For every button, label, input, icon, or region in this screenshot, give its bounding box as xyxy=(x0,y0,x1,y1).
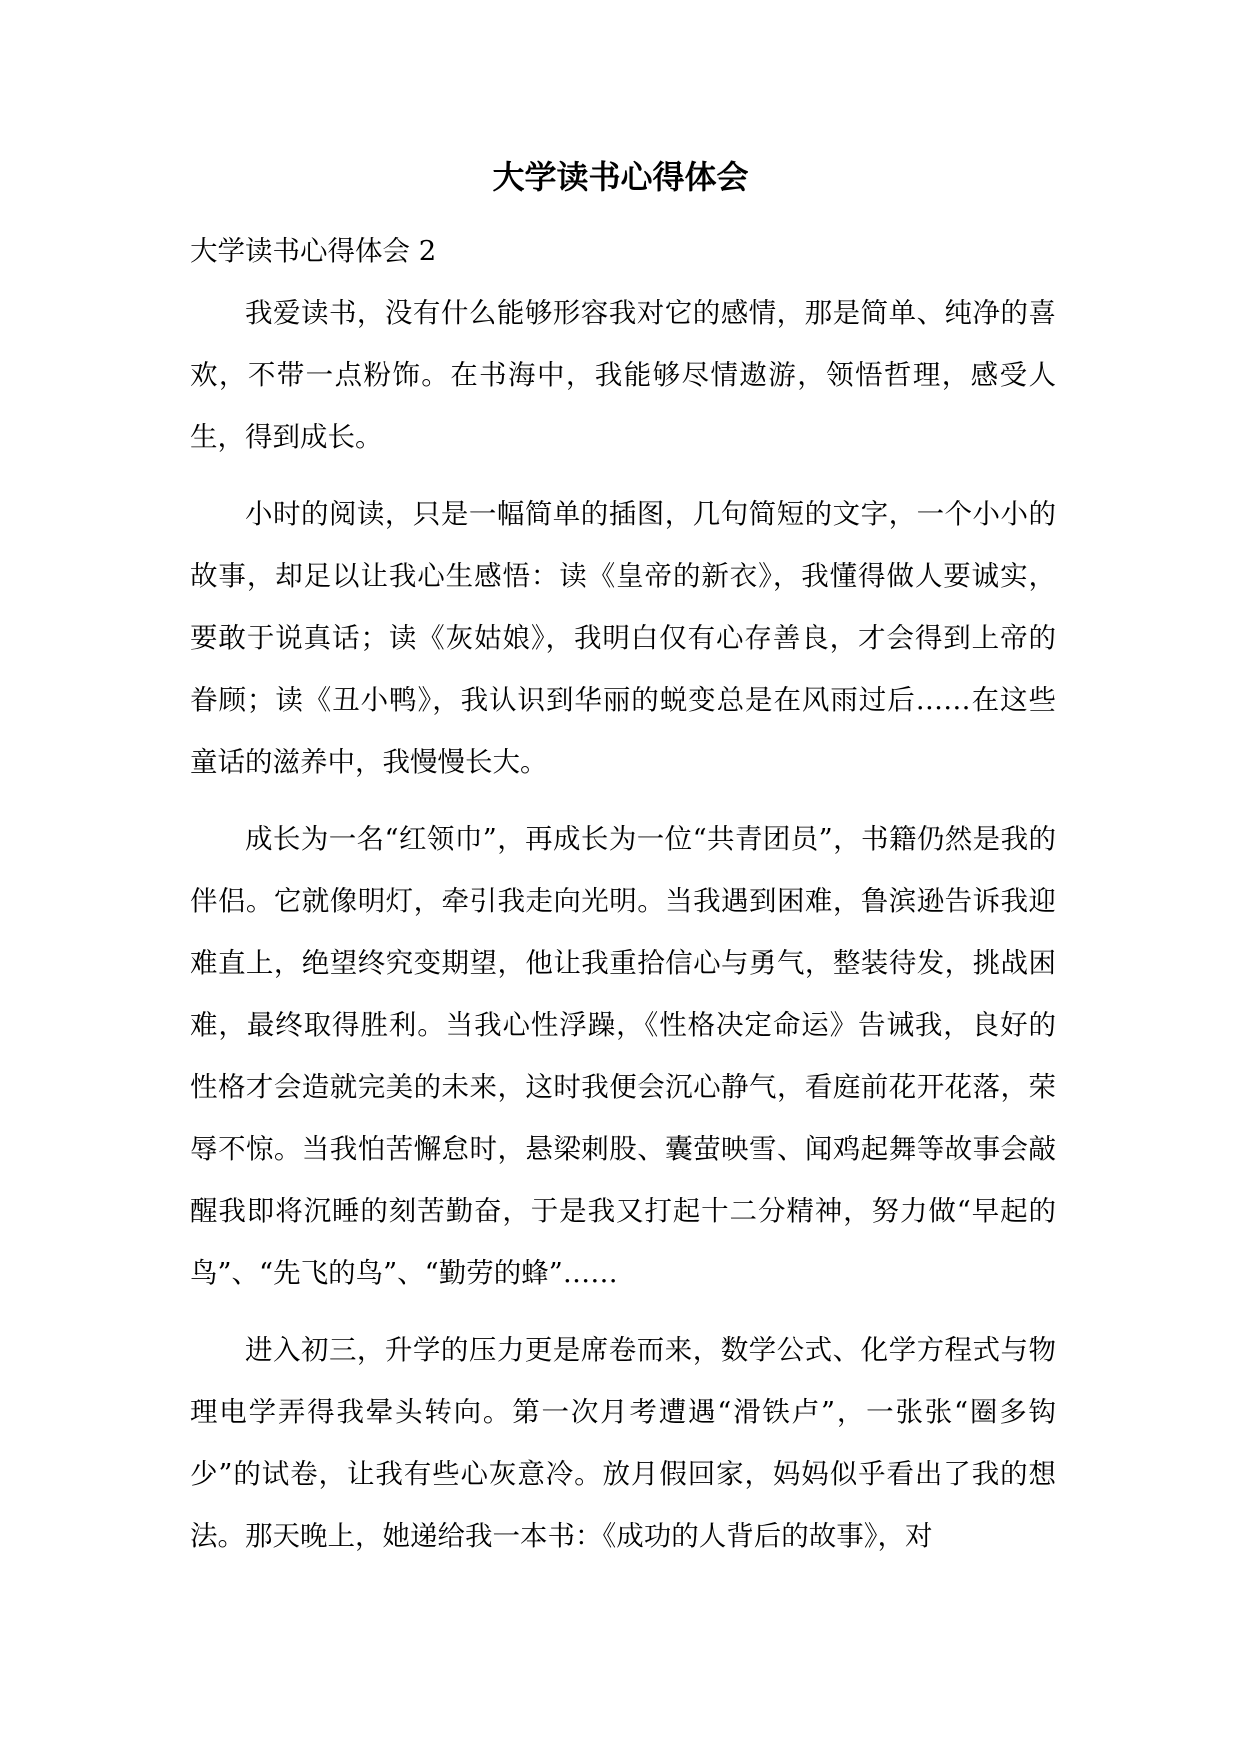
paragraph: 我爱读书，没有什么能够形容我对它的感情，那是简单、纯净的喜欢，不带一点粉饰。在书海中，我能够尽情遨游，领悟哲理，感受人生，得到成长。 xyxy=(190,297,1056,453)
document-body xyxy=(190,226,1056,1567)
paragraph: 进入初三，升学的压力更是席卷而来，数学公式、化学方程式与物理电学弄得我晕头转向。第一次月考遭遇“滑铁卢”，一张张“圈多钩少”的试卷，让我有些心灰意冷。放月假回家，妈妈似乎看出了我的想法。那天晚上，她递给我一本书：《成功的人背后的故事》，对 xyxy=(190,1334,1056,1552)
paragraph: 小时的阅读，只是一幅简单的插图，几句简短的文字，一个小小的故事，却足以让我心生感悟：读《皇帝的新衣》，我懂得做人要诚实，要敢于说真话；读《灰姑娘》，我明白仅有心存善良，才会得到上帝的眷顾；读《丑小鸭》，我认识到华丽的蜕变总是在风雨过后……在这些童话的滋养中，我慢慢长大。 xyxy=(190,498,1056,778)
paragraph: 成长为一名“红领巾”，再成长为一位“共青团员”，书籍仍然是我的伴侣。它就像明灯，牵引我走向光明。当我遇到困难，鲁滨逊告诉我迎难直上，绝望终究变期望，他让我重拾信心与勇气，整装待发，挑战困难，最终取得胜利。当我心性浮躁，《性格决定命运》告诫我，良好的性格才会造就完美的未来，这时我便会沉心静气，看庭前花开花落，荣辱不惊。当我怕苦懈怠时，悬梁刺股、囊萤映雪、闻鸡起舞等故事会敲醒我即将沉睡的刻苦勤奋，于是我又打起十二分精神，努力做“早起的鸟”、“先飞的鸟”、“勤劳的蜂”…… xyxy=(190,823,1056,1289)
document-title: 大学读书心得体会 xyxy=(492,158,749,196)
document-subtitle: 大学读书心得体会 2 xyxy=(190,235,437,267)
